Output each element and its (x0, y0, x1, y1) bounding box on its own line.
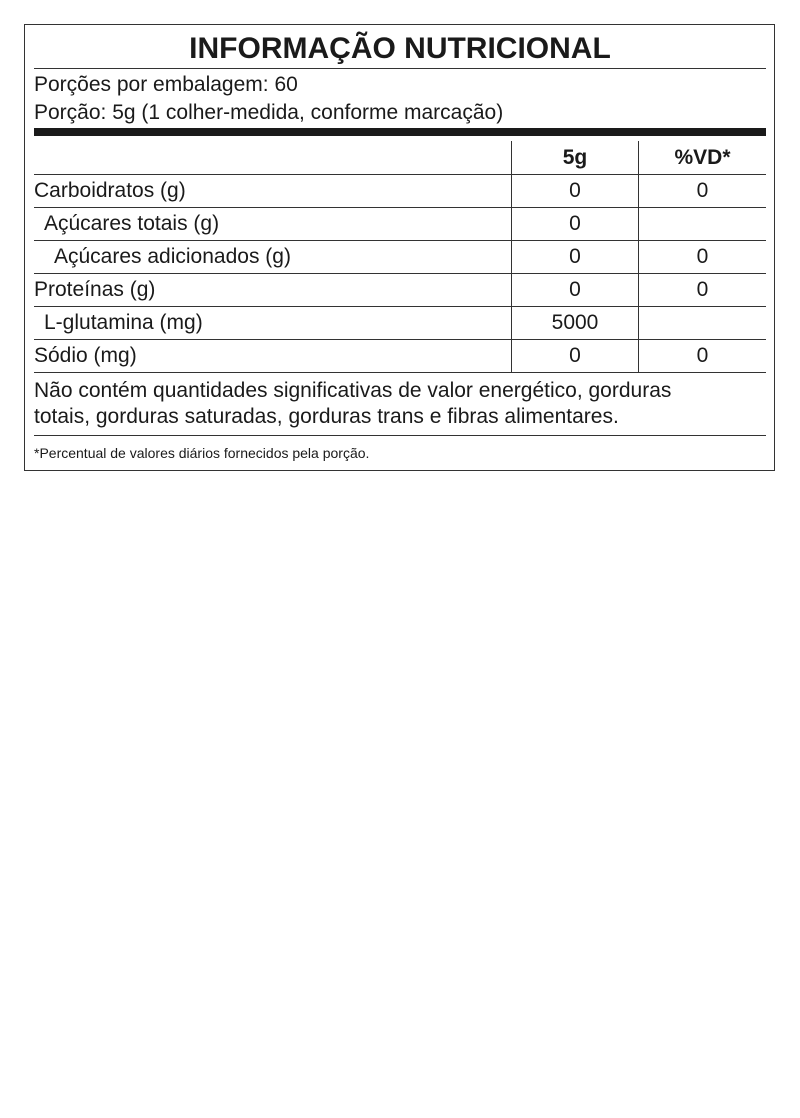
footnote-divider (34, 435, 766, 436)
servings-per-package: Porções por embalagem: 60 (34, 73, 298, 96)
nutrient-value: 0 (569, 344, 581, 367)
row-divider (34, 273, 766, 274)
nutrient-label: Açúcares adicionados (g) (54, 245, 291, 268)
thick-divider (34, 128, 766, 136)
nutrient-value: 0 (569, 179, 581, 202)
row-divider (34, 174, 766, 175)
nutrient-dv: 0 (696, 245, 709, 268)
nutrient-dv: 0 (696, 179, 709, 202)
nutrient-value: 0 (569, 245, 581, 268)
nutrient-label: Açúcares totais (g) (44, 212, 220, 235)
nutrient-label: Carboidratos (g) (34, 179, 186, 202)
row-divider (34, 306, 766, 307)
column-header-dv: %VD* (674, 146, 731, 169)
nutrient-dv: 0 (696, 278, 709, 301)
footnote: *Percentual de valores diários fornecidos pela porção. (34, 445, 370, 461)
column-header-portion: 5g (562, 146, 588, 169)
nutrient-label: Sódio (mg) (34, 344, 137, 367)
nutrient-label: Proteínas (g) (34, 278, 156, 301)
label-title: INFORMAÇÃO NUTRICIONAL (189, 32, 611, 65)
row-divider (34, 240, 766, 241)
nutrient-dv: 0 (696, 344, 709, 367)
row-divider (34, 207, 766, 208)
serving-size: Porção: 5g (1 colher-medida, conforme marcação) (34, 101, 504, 124)
row-divider (34, 339, 766, 340)
nutrient-value: 0 (569, 212, 581, 235)
title-divider (34, 68, 766, 69)
disclaimer-line-1: Não contém quantidades significativas de valor energético, gorduras (34, 379, 672, 402)
disclaimer-line-2: totais, gorduras saturadas, gorduras trans e fibras alimentares. (34, 405, 619, 428)
row-divider (34, 372, 766, 373)
nutrient-value: 5000 (551, 311, 599, 334)
nutrient-value: 0 (569, 278, 581, 301)
nutrient-label: L-glutamina (mg) (44, 311, 203, 334)
